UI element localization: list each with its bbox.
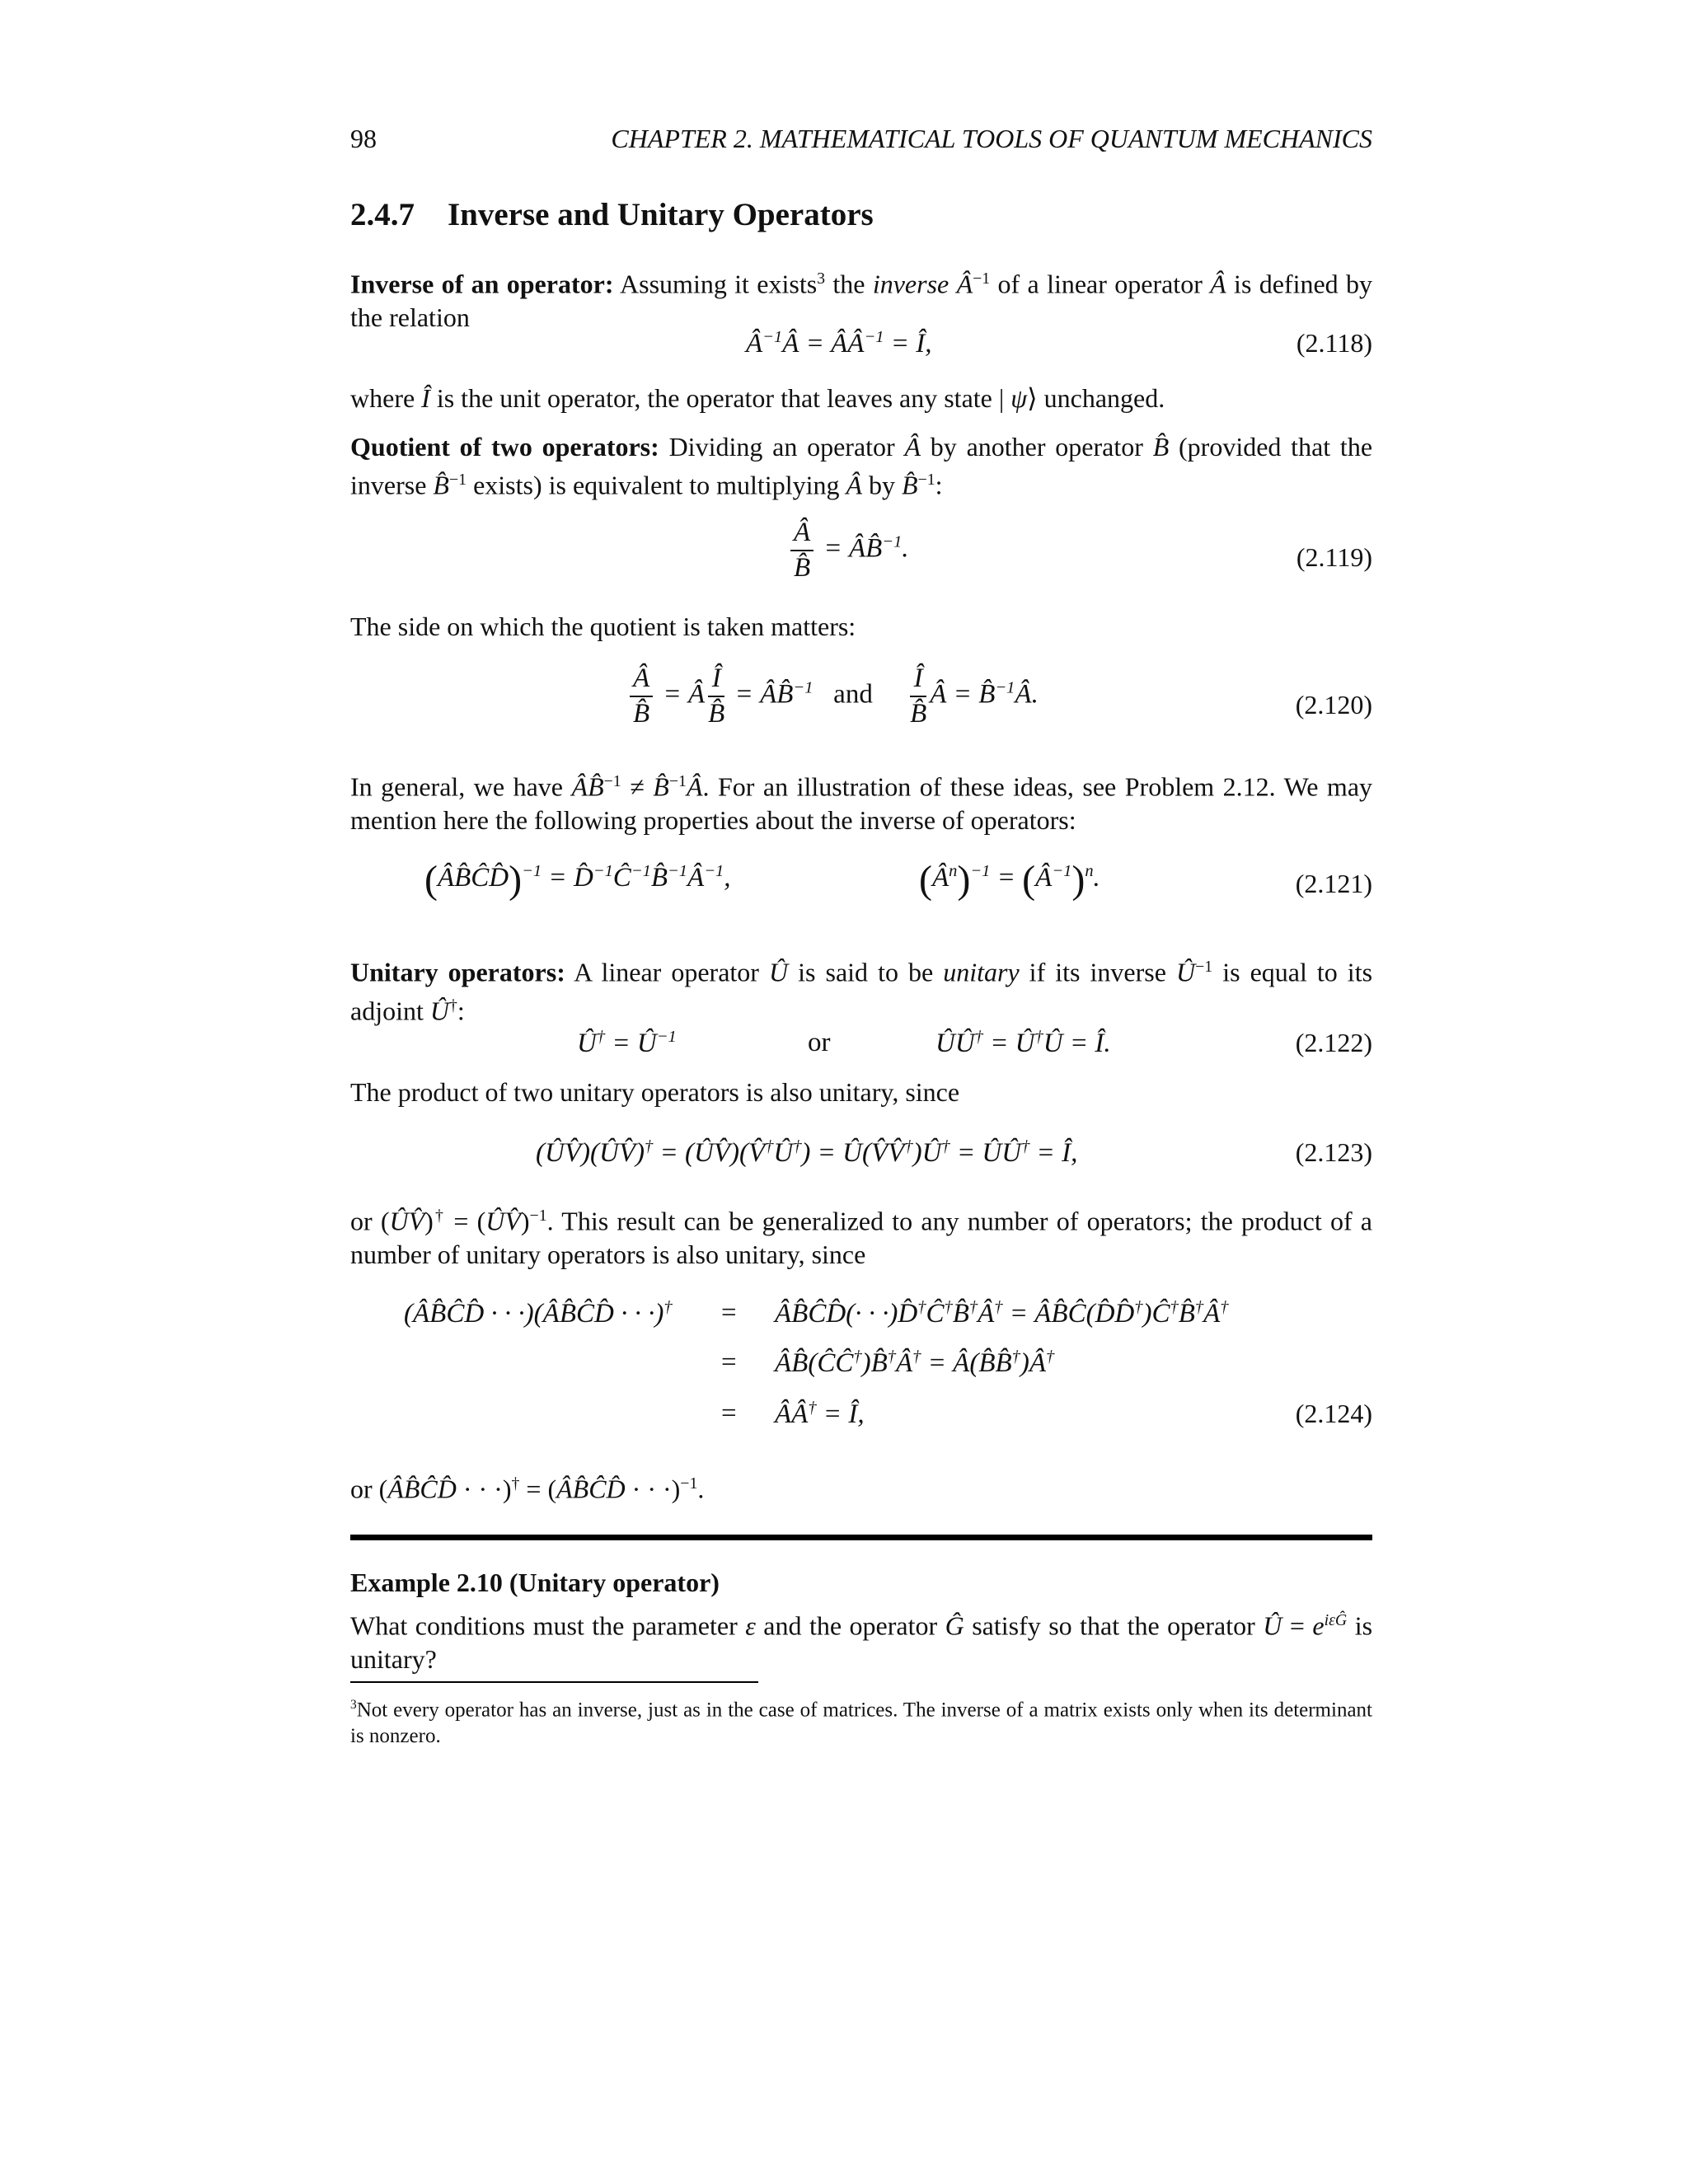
paragraph-text: The side on which the quotient is taken matters: <box>350 612 856 641</box>
paragraph-text: and the operator <box>755 1610 945 1641</box>
product-paragraph <box>350 1076 1372 1108</box>
paragraph-text: is said to be <box>788 957 944 987</box>
chapter-title: CHAPTER 2. MATHEMATICAL TOOLS OF QUANTUM MECHANICS <box>611 124 1372 153</box>
equation-number: (2.124) <box>1295 1399 1372 1428</box>
side-paragraph <box>350 610 1372 643</box>
paragraph-text: (provided that the inverse <box>350 432 1373 500</box>
paragraph-text: . This result can be generalized to any number of operators; the product of a number of unitary operators is also unitary, since <box>350 1206 1373 1269</box>
general-paragraph: In general, we have ÂB̂$^{-1}$ ≠ B̂$^{-1}$Â. For an illustration of these ideas, see Problem 2.12. We may mention here the following properties about the inverse of operators: <box>350 771 1373 835</box>
page-number: 98 <box>350 124 377 153</box>
equation-2-121: (ÂB̂ĈD̂)$^{-1}$ = $D̂^{-1}Ĉ^{-1}B̂^{-1}Â^{-1}$, $(Â^n)^{-1}$ = $(Â^{-1})^n$. (2.121) <box>424 858 1372 902</box>
footnote-number: 3 <box>350 1698 357 1712</box>
general-product-paragraph: or (ÛV̂)† = (ÛV̂)$^{-1}$. This result can be generalized to any number of operators; the product of a number of unitary operators is also unitary, since <box>350 1206 1373 1269</box>
example-title: Example 2.10 (Unitary operator) <box>350 1568 720 1597</box>
paragraph-text: What conditions must the parameter <box>350 1610 746 1641</box>
inverse-paragraph: Inverse of an operator: Assuming it exists$^3$ the inverse $Â^{-1}$ of a linear operator Â is defined by the relation <box>350 269 1372 332</box>
footnote-mark: 3 <box>817 269 826 288</box>
equation-2-124: (ÂB̂ĈD̂ · · ·)(ÂB̂ĈD̂ · · ·)† = ÂB̂ĈD̂(· · ·)D̂†Ĉ†B̂†Â† = ÂB̂Ĉ(D̂D̂†)Ĉ†B̂†Â† = ÂB̂(ĈĈ†)B̂†Â† = Â(B̂B̂†)Â† = ÂÂ† = Î, (2.124) <box>404 1298 1372 1429</box>
section-number: 2.4.7 <box>350 197 415 232</box>
paragraph-text: satisfy so that the operator <box>964 1610 1264 1641</box>
equation-number: (2.123) <box>1295 1137 1372 1167</box>
paragraph-text: A linear operator <box>565 957 769 987</box>
section-title: Inverse and Unitary Operators <box>448 197 874 232</box>
quotient-paragraph: Quotient of two operators: Dividing an operator Â by another operator B̂ (provided that the inverse B̂$^{-1}$ exists) is equivalent to multiplying Â by B̂$^{-1}$: <box>350 432 1373 500</box>
inverse-text: Assuming it exists <box>613 269 818 299</box>
inverse-heading: Inverse of an operator: <box>350 269 614 299</box>
footnote-text: Not every operator has an inverse, just as in the case of matrices. The inverse of a matrix exists only when its determinant is nonzero. <box>350 1699 1372 1748</box>
paragraph-text: by <box>862 470 903 500</box>
equation-number: (2.121) <box>1295 869 1372 898</box>
paragraph-text: or <box>350 1206 381 1236</box>
paragraph-text: unchanged. <box>1037 383 1165 413</box>
unitary-heading: Unitary operators: <box>350 957 565 987</box>
unitary-paragraph: Unitary operators: A linear operator Û is said to be unitary if its inverse $Û^{-1}$ is equal to its adjoint Û†: <box>350 957 1373 1026</box>
paragraph-text: or <box>350 1474 379 1504</box>
paragraph-text: . For an illustration of these ideas, see Problem 2.12. We may mention here the following properties about the inverse of operators: <box>350 771 1373 835</box>
paragraph-text: The product of two unitary operators is also unitary, since <box>350 1077 960 1107</box>
section-heading <box>350 196 874 233</box>
paragraph-text: In general, we have <box>350 771 572 802</box>
inverse-text: is defined by the relation <box>350 269 1372 332</box>
example-divider <box>350 1535 1372 1540</box>
paragraph-text: exists) is equivalent to multiplying <box>467 470 846 500</box>
paragraph-text: where <box>350 383 422 413</box>
paragraph-text: Dividing an operator <box>659 432 905 462</box>
footnote <box>350 1692 1372 1750</box>
inverse-text: the <box>825 269 873 299</box>
equation-number: (2.118) <box>1296 328 1372 358</box>
equation-2-119: $\frac{Â}{B̂}$ = ÂB̂$^{-1}$. (2.119) <box>350 518 1372 600</box>
paragraph-text: is equal to its adjoint <box>350 957 1373 1026</box>
paragraph-text: : <box>935 470 943 500</box>
paragraph-text: by another operator <box>921 432 1153 462</box>
or-word: or <box>808 1028 831 1057</box>
equation-number: (2.119) <box>1296 542 1372 572</box>
conclusion-paragraph: or (ÂB̂ĈD̂ · · ·)† = (ÂB̂ĈD̂ · · ·)$^{-1}$. <box>350 1474 705 1504</box>
paragraph-text: if its inverse <box>1019 957 1176 987</box>
paragraph-text: : <box>457 996 465 1026</box>
footnote-rule <box>350 1681 758 1683</box>
equation-2-120: $\frac{Â}{B̂}$ = Â $\frac{Î}{B̂}$ = ÂB̂$^{-1}$ and $\frac{Î}{B̂}$ Â = B̂$^{-1}$Â. (2.120) <box>350 663 1372 746</box>
paragraph-text: is the unit operator, the operator that leaves any state <box>429 383 999 413</box>
paragraph-text: is unitary? <box>350 1610 1373 1674</box>
equation-number: (2.122) <box>1295 1028 1372 1057</box>
inverse-word: inverse <box>872 269 950 299</box>
quotient-heading: Quotient of two operators: <box>350 432 659 462</box>
unitary-word: unitary <box>943 957 1020 987</box>
example-block: Example 2.10 (Unitary operator) What conditions must the parameter ε and the operator Ĝ satisfy so that the operator Û = $e^{i\varepsilon Ĝ}$ is unitary? <box>350 1568 1373 1674</box>
unit-operator-paragraph: where Î is the unit operator, the operator that leaves any state | ψ⟩ unchanged. <box>350 383 1165 413</box>
equation-number: (2.120) <box>1295 690 1372 719</box>
and-word: and <box>833 679 873 710</box>
inverse-text: of a linear operator <box>990 269 1211 299</box>
